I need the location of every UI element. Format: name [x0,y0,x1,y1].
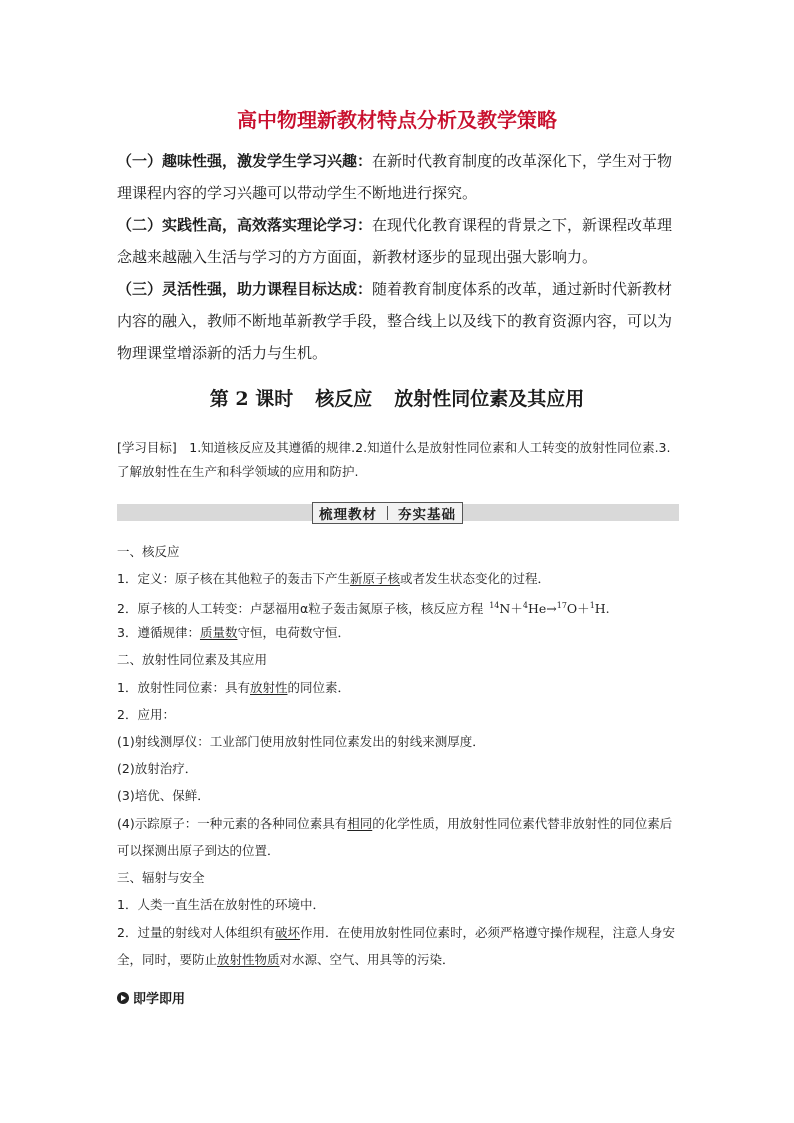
intro-paragraph-3 [117,273,679,369]
conservation-underlined: 质量数 [199,625,238,640]
isotope-definition-line [117,679,679,697]
heading-nuclear-reaction: 一、核反应 [117,544,180,559]
safety-text-c: 对水源、空气、用具等的污染． [279,952,455,967]
intro-paragraph-2 [117,209,679,273]
learning-goals: [学习目标] 1.知道核反应及其遵循的规律.2.知道什么是放射性同位素和人工转变的放射性同位素.3.了解放射性在生产和科学领域的应用和防护. [117,440,671,479]
play-circle-icon [117,992,129,1004]
lesson-topic-2: 放射性同位素及其应用 [394,388,585,410]
definition-line [117,570,679,588]
he-mass: 4 [522,601,528,610]
n-mass: 14 [489,601,500,610]
conservation-text: 3．遵循规律： [117,625,200,640]
practice-heading [117,988,185,1007]
safety-underlined-2: 放射性物质 [217,952,280,967]
intro-paragraph-1 [117,145,679,209]
banner-left: 梳理教材 [319,507,377,523]
n-symbol: N [499,601,511,616]
safety-line-1: 1．人类一直生活在放射性的环境中． [117,897,325,912]
lesson-number: 第 2 课时 [209,388,294,410]
practice-label: 即学即用 [133,992,186,1007]
applications-heading: 2．应用： [117,707,175,722]
banner-divider [387,506,388,520]
he-symbol: He [527,601,547,616]
definition-text: 1．定义：原子核在其他粒子的轰击下产生 [117,571,350,586]
banner-right: 夯实基础 [398,507,456,523]
isotope-text: 1．放射性同位素：具有 [117,680,250,695]
intro-text-1: 在新时代教育制度的改革深化下，学生对于物理课程内容的学习兴趣可以带动学生不断地进行探究。 [117,152,673,202]
safety-text-b: 作用．在使用放射性同位素时，必须严格遵守操作规程，注意人身安全，同时，要防止 [117,925,675,967]
tracer-underlined: 相同 [347,816,373,831]
intro-heading-1: （一）趣味性强，激发学生学习兴趣： [117,152,373,170]
intro-text-2: 在现代化教育课程的背景之下，新课程改革理念越来越融入生活与学习的方方面面，新教材逐步的显现出强大影响力。 [117,216,673,266]
isotope-underlined: 放射性 [249,680,288,695]
definition-text-end: 或者发生状态变化的过程． [399,571,550,586]
o-mass: 17 [556,601,567,610]
section-banner [312,502,463,524]
application-3: (3)培优、保鲜． [117,788,210,803]
intro-heading-2: （二）实践性高，高效落实理论学习： [117,216,373,234]
definition-underlined: 新原子核 [349,571,400,586]
conservation-text-end: 守恒，电荷数守恒． [237,625,350,640]
safety-line-2 [117,919,679,973]
heading-isotopes: 二、放射性同位素及其应用 [117,652,268,667]
heading-radiation-safety: 三、辐射与安全 [117,870,205,885]
tracer-text-end: 的化学性质，用放射性同位素代替非放射性的同位素后可以探测出原子到达的位置． [117,816,673,858]
arrow: → [546,601,557,616]
nuclear-equation [489,601,609,616]
isotope-text-end: 的同位素． [287,680,350,695]
safety-text-a: 2．过量的射线对人体组织有 [117,925,275,940]
intro-text-3: 随着教育制度体系的改革，通过新时代新教材内容的融入，教师不断地革新教学手段，整合线上以及线下的教育资源内容，可以为物理课堂增添新的活力与生机。 [117,280,673,362]
h-mass: 1 [589,601,595,610]
transmutation-text: 2．原子核的人工转变：卢瑟福用α粒子轰击氮原子核，核反应方程 [117,601,484,616]
conservation-line [117,624,679,642]
intro-heading-3: （三）灵活性强，助力课程目标达成： [117,280,373,298]
tracer-text: (4)示踪原子：一种元素的各种同位素具有 [117,816,348,831]
application-4 [117,810,679,864]
page-title: 高中物理新教材特点分析及教学策略 [237,108,557,132]
o-symbol: O [566,601,578,616]
lesson-topic-1: 核反应 [315,388,373,410]
h-symbol: H. [594,601,610,616]
plus-2: ＋ [577,601,590,616]
safety-underlined-1: 破坏 [274,925,300,940]
application-2: (2)放射治疗． [117,761,198,776]
application-1: (1)射线测厚仪：工业部门使用放射性同位素发出的射线来测厚度． [117,734,485,749]
plus-1: ＋ [510,601,523,616]
lesson-title [0,384,794,411]
artificial-transmutation-line [117,597,679,618]
